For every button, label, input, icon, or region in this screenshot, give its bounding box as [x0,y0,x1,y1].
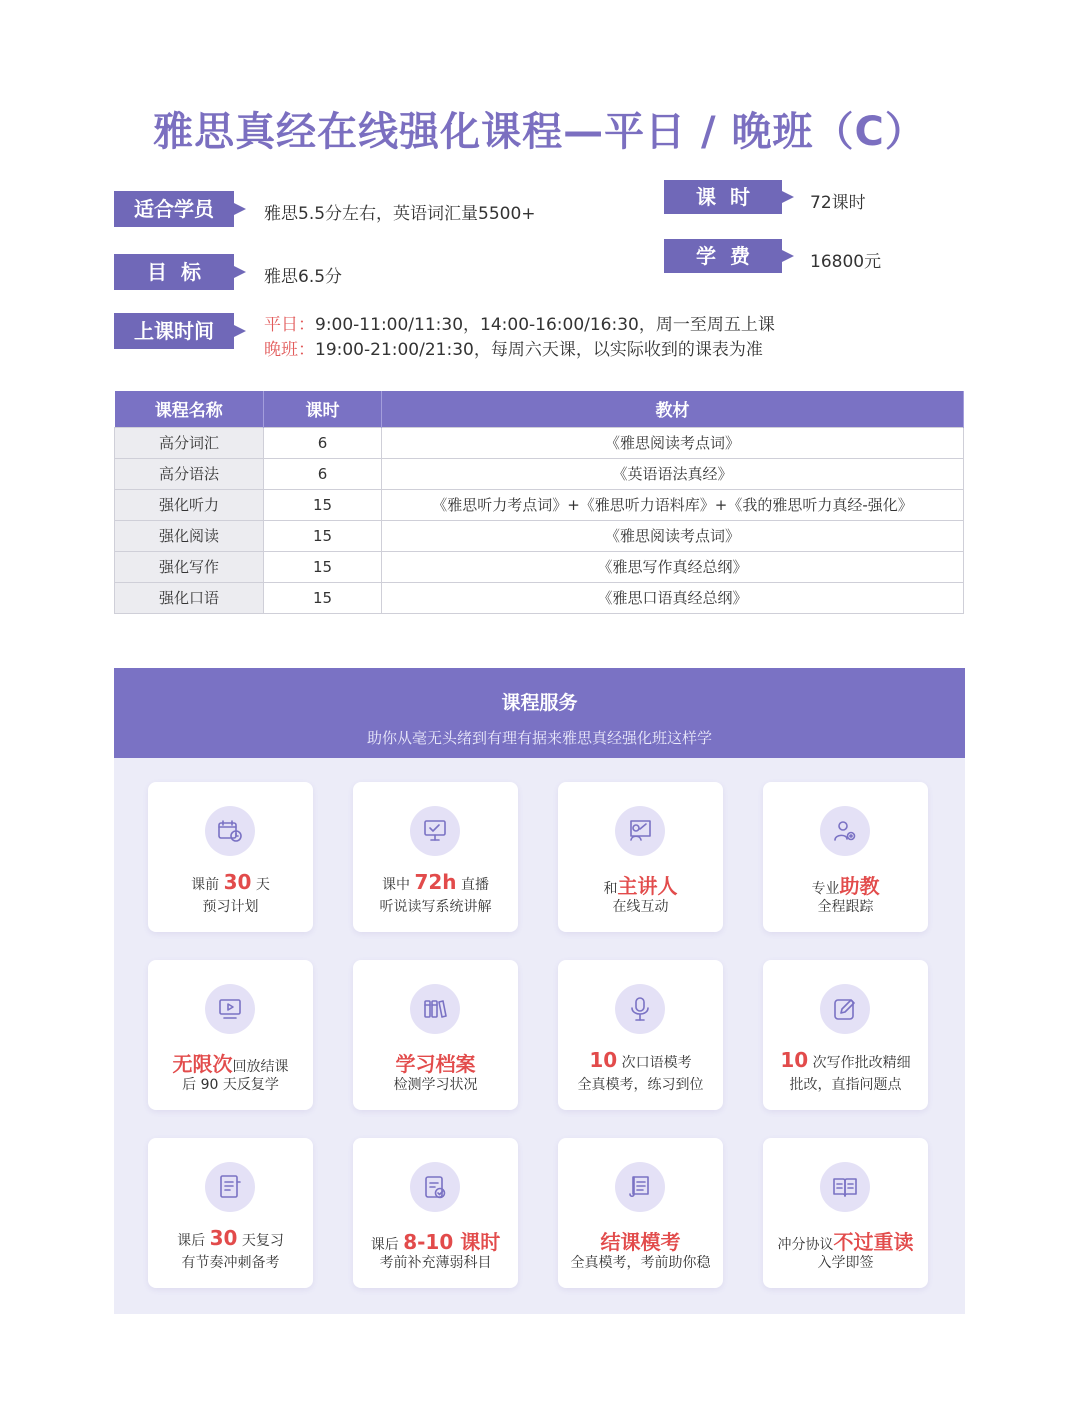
textbook-cell: 《英语语法真经》 [382,458,964,489]
evening-value: 19:00-21:00/21:30，每周六天课，以实际收到的课表为准 [315,340,763,360]
hours-tag: 课 时 [664,180,782,214]
hours-cell: 15 [264,551,382,582]
goal-value: 雅思6.5分 [264,267,343,287]
weekday-schedule [264,310,775,335]
textbook-cell: 《雅思阅读考点词》 [382,427,964,458]
service-card-subline: 检测学习状况 [393,1077,478,1093]
students-value: 雅思5.5分左右，英语词汇量5500+ [264,204,536,224]
course-name-cell: 强化口语 [115,582,264,613]
service-card-text: 课后 [370,1237,404,1253]
service-card-text: 天 [251,877,270,893]
service-card-highlight: 72h [414,870,457,894]
service-card-headline [353,1048,518,1077]
service-card-highlight: 结课模考 [600,1230,681,1254]
table-row [115,458,964,489]
textbook-cell: 《雅思口语真经总纲》 [382,582,964,613]
service-card-text: 课后 [177,1233,210,1249]
fee-value: 16800元 [810,252,882,272]
textbook-cell: 《雅思写作真经总纲》 [382,551,964,582]
user-gear-icon [820,806,870,856]
table-header-row [115,391,964,427]
service-card-headline [558,1226,723,1255]
service-card [763,782,928,932]
service-card-subline: 全真模考，考前助你稳 [570,1255,711,1271]
service-card-text: 次口语模考 [617,1055,692,1071]
service-card-text: 冲分协议 [777,1237,834,1253]
table-row [115,582,964,613]
service-title: 课程服务 [501,692,578,714]
service-card-headline [763,1048,928,1072]
schedule-tag: 上课时间 [114,313,234,349]
service-card-subline: 后 90 天反复学 [182,1077,279,1093]
service-card-subline: 在线互动 [612,899,669,915]
service-card-subline: 考前补充薄弱科目 [379,1255,492,1271]
hours-value: 72课时 [810,193,866,213]
service-card-text: 课前 [191,877,224,893]
service-card [353,782,518,932]
course-name-cell: 强化写作 [115,551,264,582]
service-card [558,960,723,1110]
course-service-panel [114,668,965,1314]
microphone-icon [615,984,665,1034]
service-card-subline: 批改，直指问题点 [789,1077,902,1093]
service-card [148,960,313,1110]
table-row [115,551,964,582]
service-card-highlight: 8-10 课时 [403,1230,501,1254]
service-card [148,782,313,932]
service-card-subline: 全程跟踪 [817,899,874,915]
hours-cell: 15 [264,520,382,551]
service-subtitle: 助你从毫无头绪到有理有据来雅思真经强化班这样学 [366,729,712,747]
service-card-highlight: 主讲人 [617,874,678,898]
hours-cell: 15 [264,582,382,613]
service-card-text: 直播 [456,877,489,893]
edit-icon [820,984,870,1034]
service-card-text: 天复习 [237,1233,284,1249]
textbook-cell: 《雅思听力考点词》+《雅思听力语料库》+《我的雅思听力真经-强化》 [382,489,964,520]
calendar-clock-icon [205,806,255,856]
table-row [115,520,964,551]
service-card-highlight: 学习档案 [395,1052,476,1076]
weekday-value: 9:00-11:00/11:30，14:00-16:00/16:30，周一至周五上课 [315,315,775,335]
open-book-icon [820,1162,870,1212]
table-row [115,427,964,458]
service-card [763,1138,928,1288]
service-card-subline: 有节奏冲刺备考 [181,1255,280,1271]
service-card-text: 回放结课 [232,1059,289,1075]
service-card-headline [558,1048,723,1072]
service-card-headline [148,1048,313,1077]
clipboard-check-icon [410,1162,460,1212]
document-icon [205,1162,255,1212]
goal-tag: 目 标 [114,254,234,290]
service-card-text: 次写作批改精细 [808,1055,911,1071]
course-name-cell: 高分语法 [115,458,264,489]
service-card [353,960,518,1110]
students-tag: 适合学员 [114,191,234,227]
service-card [148,1138,313,1288]
header-textbook: 教材 [382,391,964,427]
hours-cell: 6 [264,427,382,458]
service-card-headline [353,1226,518,1255]
service-card-highlight: 无限次 [172,1052,233,1076]
service-card-headline [148,1226,313,1250]
service-card-text: 课中 [382,877,415,893]
textbook-cell: 《雅思阅读考点词》 [382,520,964,551]
service-card-headline [763,1226,928,1255]
service-card-text: 专业 [811,881,840,897]
service-card-subline: 预习计划 [202,899,259,915]
service-card-text: 和 [603,881,618,897]
books-icon [410,984,460,1034]
service-card-subline: 听说读写系统讲解 [379,899,492,915]
service-card [353,1138,518,1288]
course-table [114,391,964,614]
hours-cell: 6 [264,458,382,489]
service-card-highlight: 30 [209,1226,238,1250]
fee-tag: 学 费 [664,239,782,273]
page-title: 雅思真经在线强化课程—平日 / 晚班（C） [153,109,926,155]
service-card-subline: 全真模考，练习到位 [577,1077,704,1093]
service-card-headline [558,870,723,899]
service-card-subline: 入学即签 [817,1255,874,1271]
service-card [558,782,723,932]
evening-label: 晚班： [264,340,315,360]
video-play-icon [205,984,255,1034]
monitor-check-icon [410,806,460,856]
hours-cell: 15 [264,489,382,520]
service-card-highlight: 10 [589,1048,618,1072]
service-card [763,960,928,1110]
table-row [115,489,964,520]
service-card-headline [148,870,313,894]
service-card-highlight: 30 [223,870,252,894]
weekday-label: 平日： [264,315,315,335]
teacher-board-icon [615,806,665,856]
header-course-name: 课程名称 [115,391,264,427]
service-card [558,1138,723,1288]
header-hours: 课时 [264,391,382,427]
service-card-highlight: 助教 [839,874,880,898]
service-card-headline [353,870,518,894]
service-card-highlight: 不过重读 [833,1230,914,1254]
service-header [114,668,965,758]
evening-schedule [264,335,763,360]
course-name-cell: 强化听力 [115,489,264,520]
course-name-cell: 高分词汇 [115,427,264,458]
service-card-highlight: 10 [780,1048,809,1072]
course-name-cell: 强化阅读 [115,520,264,551]
scroll-icon [615,1162,665,1212]
service-card-headline [763,870,928,899]
